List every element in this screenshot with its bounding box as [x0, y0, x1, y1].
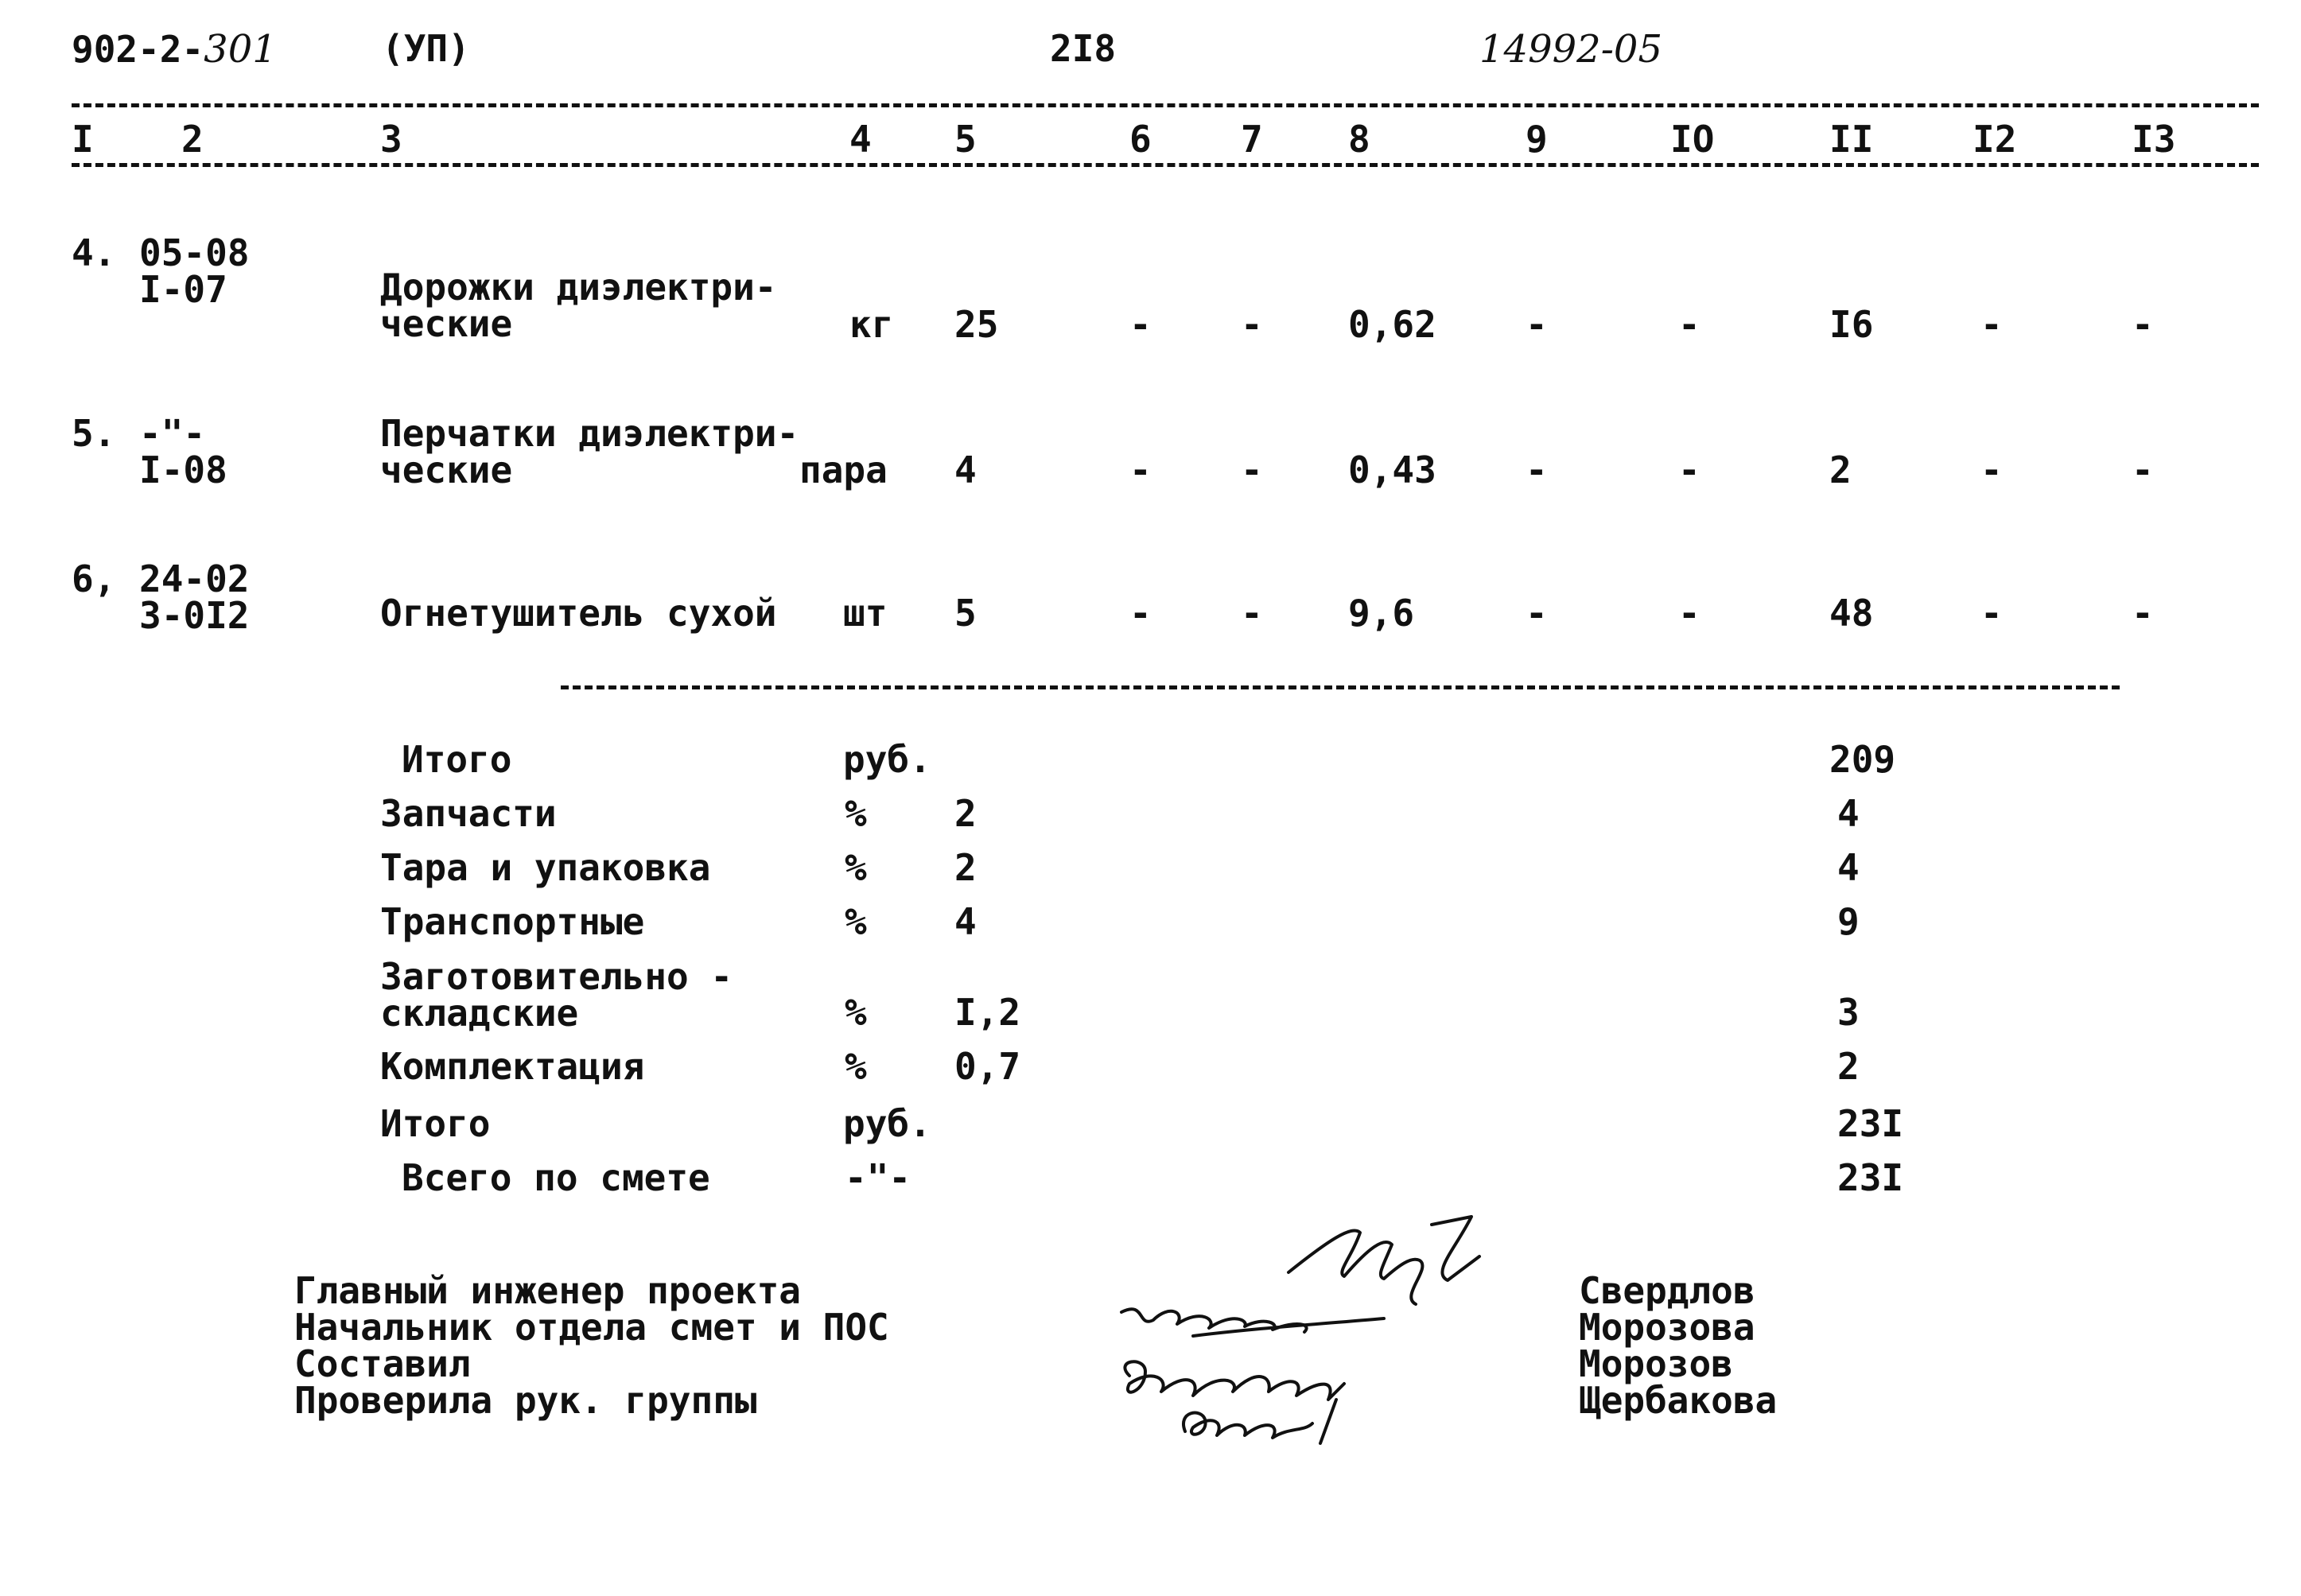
- total-value: 9: [1837, 900, 1860, 943]
- row-code-line1: 24-02: [139, 557, 250, 600]
- subtotal-rule: [561, 685, 2120, 689]
- col-header-2: 2: [181, 118, 204, 161]
- row-col7: -: [1241, 592, 1263, 635]
- row-name: [380, 412, 799, 491]
- row-code: [139, 557, 250, 637]
- total-label: Запчасти: [380, 792, 557, 835]
- row-name-line1: Дорожки диэлектри-: [380, 266, 777, 309]
- row-col9: -: [1526, 303, 1548, 346]
- total-value: 2: [1837, 1045, 1860, 1088]
- doc-prefix: 902-2-: [72, 28, 204, 71]
- total-label: Транспортные: [380, 900, 645, 943]
- grand-total-value: 23I: [1837, 1156, 1904, 1199]
- total-unit: руб.: [843, 738, 931, 781]
- total-unit: %: [845, 900, 867, 943]
- row-col12: -: [1980, 303, 2003, 346]
- row-col12: -: [1980, 449, 2003, 491]
- row-number: 5.: [72, 412, 116, 455]
- total-percent: 2: [954, 846, 977, 889]
- row-col6: -: [1129, 303, 1152, 346]
- row-code-line2: 3-0I2: [139, 594, 250, 637]
- row-code: [139, 412, 227, 491]
- signature-chief-engineer: [1288, 1217, 1479, 1304]
- signature-head-of-estimates: [1121, 1309, 1384, 1336]
- col-header-9: 9: [1526, 118, 1548, 161]
- col-header-5: 5: [954, 118, 977, 161]
- total-unit: %: [845, 846, 867, 889]
- row-name-line1: Перчатки диэлектри-: [380, 412, 799, 455]
- row-col9: -: [1526, 592, 1548, 635]
- total-percent: I,2: [954, 991, 1021, 1034]
- grand-total-unit: -"-: [845, 1156, 911, 1199]
- total-value: 3: [1837, 991, 1860, 1034]
- row-qty: 5: [954, 592, 977, 635]
- row-name: [380, 266, 777, 345]
- row-col10: -: [1678, 449, 1700, 491]
- row-col10: -: [1678, 303, 1700, 346]
- handwritten-signatures: [1098, 1209, 1527, 1447]
- total-label-line1: Заготовительно -: [380, 955, 733, 998]
- signature-names: [1579, 1269, 1778, 1422]
- row-col11: I6: [1829, 303, 1874, 346]
- total-label: Итого: [402, 738, 512, 781]
- col-header-3: 3: [380, 118, 402, 161]
- total-unit: %: [845, 991, 867, 1034]
- grand-total-label: Всего по смете: [402, 1156, 710, 1199]
- total-percent: 0,7: [954, 1045, 1021, 1088]
- total-percent: 2: [954, 792, 977, 835]
- role-compiled-by: Составил: [294, 1342, 471, 1385]
- row-qty: 4: [954, 449, 977, 491]
- row-code-line2: I-08: [139, 449, 227, 491]
- total-value: 4: [1837, 792, 1860, 835]
- total-value: 23I: [1837, 1102, 1904, 1145]
- row-col7: -: [1241, 449, 1263, 491]
- total-percent: 4: [954, 900, 977, 943]
- role-chief-engineer: Главный инженер проекта: [294, 1269, 801, 1312]
- total-value: 4: [1837, 846, 1860, 889]
- row-name-line2: ческие: [380, 449, 513, 491]
- col-header-8: 8: [1348, 118, 1370, 161]
- total-label: Комплектация: [380, 1045, 645, 1088]
- row-col11: 48: [1829, 592, 1874, 635]
- row-col13: -: [2132, 592, 2154, 635]
- signature-checked-by: [1184, 1400, 1336, 1443]
- col-header-11: II: [1829, 118, 1874, 161]
- col-header-10: IO: [1670, 118, 1715, 161]
- section-code: (УП): [382, 27, 470, 70]
- row-col10: -: [1678, 592, 1700, 635]
- row-name-line2: ческие: [380, 302, 513, 345]
- total-value: 209: [1829, 738, 1896, 781]
- row-code: [139, 231, 250, 311]
- row-unit: пара: [799, 449, 888, 491]
- row-number: 4.: [72, 231, 116, 274]
- row-number: 6,: [72, 557, 116, 600]
- header-rule-top: [72, 103, 2259, 107]
- header-rule-bottom: [72, 163, 2259, 167]
- col-header-4: 4: [849, 118, 872, 161]
- signature-compiled-by: [1125, 1361, 1344, 1400]
- total-label: [380, 955, 733, 1035]
- row-qty: 25: [954, 303, 999, 346]
- col-header-1: I: [72, 118, 94, 161]
- name-chief-engineer: Свердлов: [1579, 1269, 1755, 1312]
- total-label-line2: складские: [380, 992, 579, 1035]
- row-unit: шт: [843, 592, 888, 635]
- row-col9: -: [1526, 449, 1548, 491]
- row-code-line2: I-07: [139, 268, 227, 311]
- row-col8: 9,6: [1348, 592, 1415, 635]
- row-unit: кг: [849, 303, 894, 346]
- row-col13: -: [2132, 449, 2154, 491]
- row-col8: 0,43: [1348, 449, 1436, 491]
- total-label: Итого: [380, 1102, 491, 1145]
- col-header-13: I3: [2132, 118, 2176, 161]
- signature-roles: [294, 1269, 889, 1422]
- archive-number: 14992-05: [1479, 27, 1662, 72]
- name-head-of-estimates: Морозова: [1579, 1306, 1755, 1349]
- row-col7: -: [1241, 303, 1263, 346]
- row-col6: -: [1129, 592, 1152, 635]
- role-head-of-estimates: Начальник отдела смет и ПОС: [294, 1306, 889, 1349]
- row-col6: -: [1129, 449, 1152, 491]
- doc-number: [72, 27, 277, 72]
- page-number: 2I8: [1050, 27, 1117, 70]
- row-code-line1: -"-: [139, 412, 206, 455]
- col-header-7: 7: [1241, 118, 1263, 161]
- name-compiled-by: Морозов: [1579, 1342, 1733, 1385]
- total-unit: %: [845, 792, 867, 835]
- row-col13: -: [2132, 303, 2154, 346]
- total-unit: руб.: [843, 1102, 931, 1145]
- row-code-line1: 05-08: [139, 231, 250, 274]
- row-name: Огнетушитель сухой: [380, 592, 777, 635]
- name-checked-by: Щербакова: [1579, 1379, 1778, 1422]
- doc-suffix-handwritten: 301: [204, 27, 277, 72]
- col-header-6: 6: [1129, 118, 1152, 161]
- row-col8: 0,62: [1348, 303, 1436, 346]
- total-label: Тара и упаковка: [380, 846, 711, 889]
- role-checked-by: Проверила рук. группы: [294, 1379, 757, 1422]
- row-col12: -: [1980, 592, 2003, 635]
- col-header-12: I2: [1973, 118, 2017, 161]
- row-col11: 2: [1829, 449, 1852, 491]
- total-unit: %: [845, 1045, 867, 1088]
